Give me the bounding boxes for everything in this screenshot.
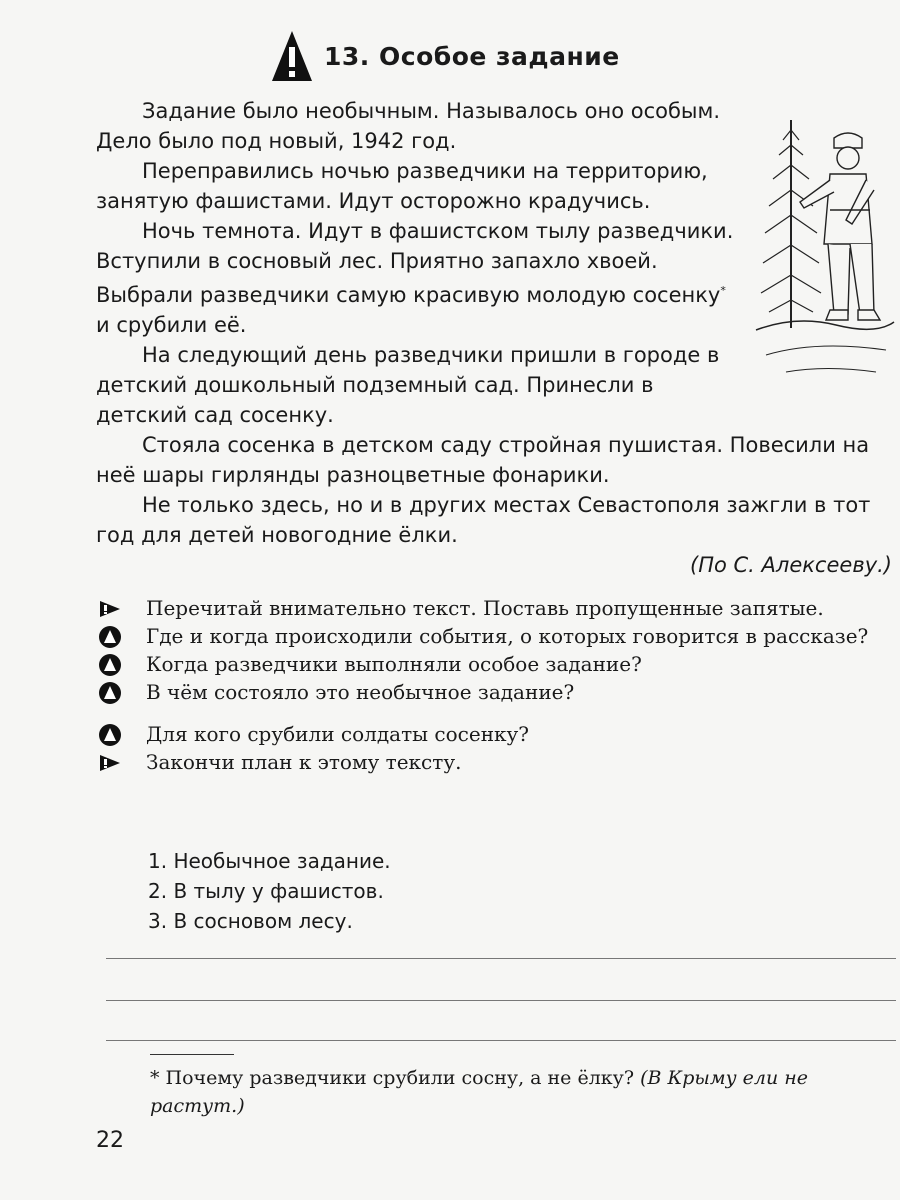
page-number: 22 <box>96 1128 124 1153</box>
lesson-header <box>270 26 620 86</box>
lesson-title: 13. Особое задание <box>324 41 620 71</box>
question-icon <box>98 681 122 705</box>
answer-line[interactable] <box>106 1000 896 1001</box>
warning-triangle-icon <box>270 29 314 83</box>
plan-list <box>148 846 391 936</box>
question-icon <box>98 653 122 677</box>
task-item: В чём состояло это необычное задание? <box>96 678 896 706</box>
footnote-divider <box>150 1054 234 1055</box>
story-paragraph: Стояла сосенка в детском саду стройная пушистая. Повесили на неё шары гирлянды разноцветные фонарики. <box>96 433 870 487</box>
story-paragraph: На следующий день разведчики пришли в городе в детский дошкольный подземный сад. Принесли в детский сад сосенку. <box>96 343 720 427</box>
question-icon <box>98 723 122 747</box>
task-item: Закончи план к этому тексту. <box>96 748 896 776</box>
plan-item: 2. В тылу у фашистов. <box>148 879 384 903</box>
footnote <box>150 1064 895 1120</box>
footnote-mark: * <box>720 284 726 297</box>
story-paragraph: Не только здесь, но и в других местах Севастополя зажгли в тот год для детей новогодние ёлки. <box>96 493 871 547</box>
plan-item: 3. В сосновом лесу. <box>148 909 353 933</box>
story-author: (По С. Алексееву.) <box>690 553 892 577</box>
footnote-text: * Почему разведчики срубили сосну, а не ёлку? <box>150 1067 635 1089</box>
task-list <box>96 594 896 776</box>
footnote-answer: (В Крыму ели не растут.) <box>150 1067 809 1117</box>
plan-item: 1. Необычное задание. <box>148 849 391 873</box>
task-item: Когда разведчики выполняли особое задание? <box>96 650 896 678</box>
pencil-task-icon <box>98 751 122 775</box>
answer-line[interactable] <box>106 958 896 959</box>
task-item: Перечитай внимательно текст. Поставь пропущенные запятые. <box>96 594 896 622</box>
story-paragraph: Ночь темнота. Идут в фашистском тылу разведчики. Вступили в сосновый лес. Приятно запахло хвоей. Выбрали разведчики самую красивую молодую сосенку* и срубили её. <box>96 219 734 337</box>
task-item: Где и когда происходили события, о которых говорится в рассказе? <box>96 622 896 650</box>
task-item: Для кого срубили солдаты сосенку? <box>96 720 896 748</box>
question-icon <box>98 625 122 649</box>
story-paragraph: Задание было необычным. Называлось оно особым. Дело было под новый, 1942 год. <box>96 99 721 153</box>
pencil-task-icon <box>98 597 122 621</box>
scout-with-pine-illustration <box>746 110 896 380</box>
answer-line[interactable] <box>106 1040 896 1041</box>
story-paragraph: Переправились ночью разведчики на территорию, занятую фашистами. Идут осторожно крадучись. <box>96 159 708 213</box>
